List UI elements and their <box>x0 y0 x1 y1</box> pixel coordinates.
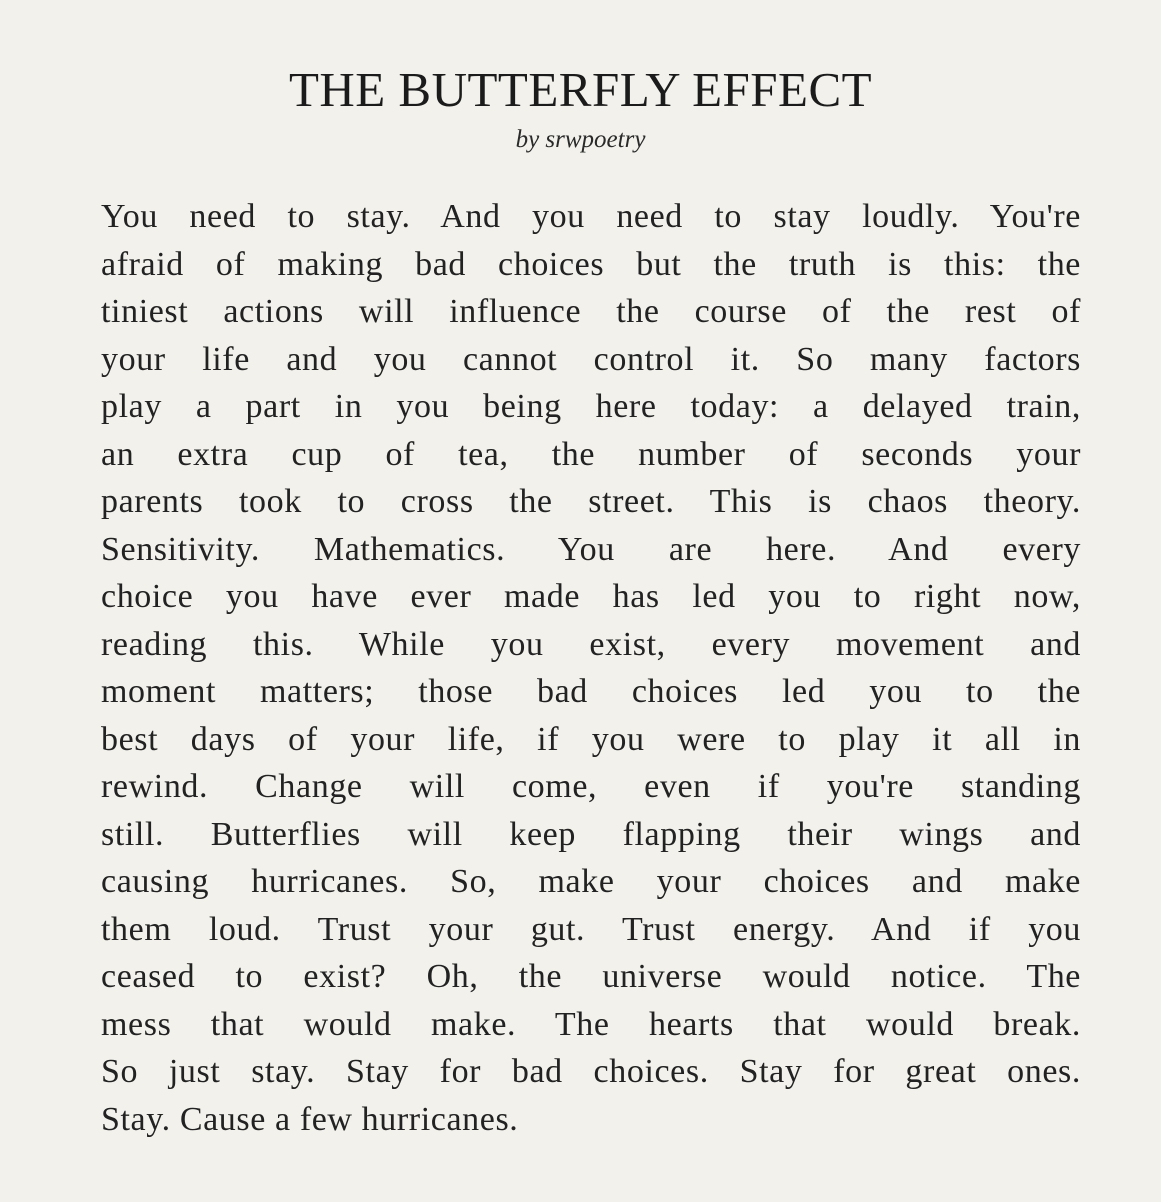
poem-line: Stay. Cause a few hurricanes. <box>101 1100 519 1138</box>
poem-line: them loud. Trust your gut. Trust energy. And if you <box>101 910 1081 948</box>
poem-line: So just stay. Stay for bad choices. Stay for great ones. <box>101 1053 1081 1090</box>
poem-byline: by srwpoetry <box>515 126 646 153</box>
poem-line: reading this. While you exist, every movement and <box>101 625 1081 663</box>
poem-line: choice you have ever made has led you to right now, <box>101 578 1081 615</box>
poem-line: afraid of making bad choices but the truth is this: the <box>101 245 1081 283</box>
poem-line: mess that would make. The hearts that would break. <box>101 1005 1081 1043</box>
poem-line: You need to stay. And you need to stay loudly. You're <box>101 198 1081 235</box>
poem-line: an extra cup of tea, the number of seconds your <box>101 435 1081 473</box>
poem-line: Sensitivity. Mathematics. You are here. And every <box>101 530 1081 568</box>
poem-line: best days of your life, if you were to play it all in <box>101 720 1081 758</box>
poem-line: moment matters; those bad choices led you to the <box>101 673 1081 710</box>
poem-line: your life and you cannot control it. So many factors <box>101 340 1081 378</box>
poem-title: THE BUTTERFLY EFFECT <box>288 62 873 117</box>
poem-line: parents took to cross the street. This is chaos theory. <box>101 483 1081 520</box>
poem-line: causing hurricanes. So, make your choices and make <box>101 863 1081 900</box>
poem-line: tiniest actions will influence the course of the rest of <box>101 293 1081 330</box>
poem-line: rewind. Change will come, even if you're standing <box>101 768 1081 805</box>
poem-line: play a part in you being here today: a delayed train, <box>101 388 1081 425</box>
poem-line: ceased to exist? Oh, the universe would notice. The <box>101 958 1081 995</box>
poem-body <box>101 193 1081 1143</box>
poem-line: still. Butterflies will keep flapping their wings and <box>101 815 1081 853</box>
